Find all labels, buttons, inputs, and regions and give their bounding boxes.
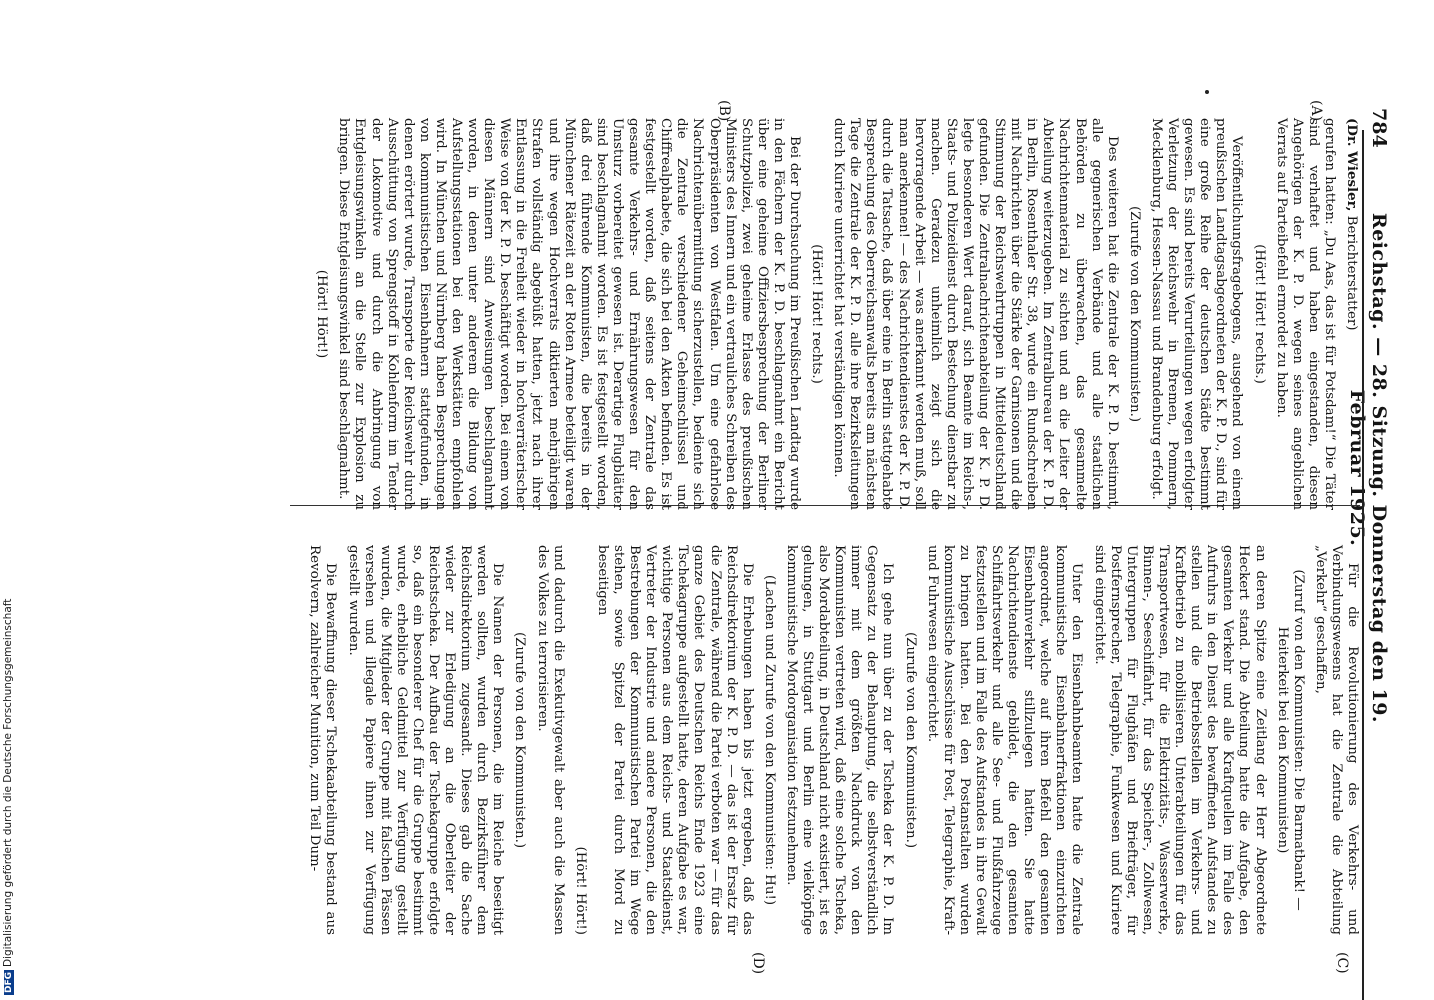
paragraph: und dadurch die Exekutivgewalt aber auch die Massen des Volkes zu terrorisieren. bbox=[534, 545, 566, 935]
interjection: (Zurufe von den Kommunisten.) bbox=[512, 631, 528, 849]
interjection: (Lachen und Zurufe von den Kommunisten: Hu!) bbox=[761, 574, 777, 906]
credit-text: Digitalisierung gefördert durch die Deutsche Forschungsgemeinschaft bbox=[2, 598, 14, 967]
interjection: (Hört! Hört! rechts.) bbox=[1251, 244, 1267, 384]
margin-letter-d: (D) bbox=[750, 952, 766, 975]
interjection: (Zuruf von den Kommunisten: Die Barmatbank! — Heiterkeit bei den Kommunisten) bbox=[1274, 569, 1306, 911]
paragraph: Die Bewaffnung dieser Tschekaabteilung bestand aus Revolvern, zahlreicher Munition, zum Teil Dum- bbox=[307, 545, 339, 935]
interjection: (Zurufe von den Kommunisten.) bbox=[1126, 205, 1142, 423]
margin-letter-a: (A) bbox=[1308, 100, 1324, 122]
paragraph: Die Namen der Personen, die im Reiche beseitigt werden sollten, wurden durch Bezirksführer dem Reichsdirektorium zugesandt. Dieses gab die Sache wieder zur Erledigung an die Oberleiter der Reichstscheka. Der Aufbau der Tschekagruppe erfolgte so, daß ein besonderer Chef für die Gruppe bestimmt wurde, erhebliche Geldmittel zur Verfügung gestellt wurden, die Mitglieder der Gruppe mit falschen Pässen versehen und illegale Papiere ihnen zur Verfügung gestellt wurden. bbox=[345, 545, 506, 935]
interjection: (Zurufe von den Kommunisten.) bbox=[902, 631, 918, 849]
dfg-logo: DFG bbox=[4, 971, 14, 993]
paragraph: Des weiteren hat die Zentrale der K. P. D. bestimmt, alle gegnerischen Verbände und alle staatlichen Behörden zu überwachen, das gesammelte Nachrichtenmaterial zu sichten und an die Leiter der Abteilung weiterzugeben. Im Zentralbureau der K. P. D. in Berlin, Rosenthaler Str. 38, wurde ein Rundschreiben mit Nachrichten über die Stärke der Garnisonen und die Stimmung der Reichswehrtruppen in Mitteldeutschland gefunden. Die Zentralnachrichtenabteilung der K. P. D. legte besonderen Wert darauf, sich Beamte im Reichs-, Staats- und Polizeidienst durch Bestechung dienstbar zu machen. Geradezu unheimlich zeigt sich die hervorragende Arbeit — was anerkannt werden muß, soll man anerkennen! — des Nachrichtendienstes der K. P. D. durch die Tatsache, daß über eine in Berlin stattgehabte Besprechung des Oberreichsanwalts bereits am nächsten Tage die Zentrale der K. P. D. alle ihre Bezirksleitungen durch Kuriere unterrichtet hat verständigen können. bbox=[831, 118, 1120, 510]
paragraph: Veröffentlichungsfragebogens, ausgehend von einem preußischen Landtagsabgeordneten der K. P. D., sind für eine große Reihe der deutschen Städte bestimmt gewesen. Es sind bereits Verurteilungen wegen erfolgter Verletzung der Reichswehr in Bremen, Pommern, Mecklenburg, Hessen-Nassau und Brandenburg erfolgt. bbox=[1148, 118, 1245, 510]
running-head: Reichstag. — 28. Sitzung. Donnerstag den 19. Februar 1925. bbox=[1346, 212, 1390, 724]
header-rule bbox=[1362, 130, 1364, 1000]
paragraph: an deren Spitze eine Zeitlang der Herr Abgeordnete Heckert stand. Die Abteilung hatte die Aufgabe, den gesamten Verkehr und alle Kraftquellen im Falle des Aufruhrs in den Dienst des bewaffneten Aufstandes zu stellen und die Betriebsstellen im Verkehrs- und Kraftbetrieb zu mobilisieren. Unterabteilungen für das Transportwesen, für die Elektrizitäts-, Wasserwerke, Binnen-, Seeschiffahrt, für das Speicher-, Zollwesen, Untergruppen für Flughäfen und Briefträger, für Postfernsprecher, Telegraphie, Funkwesen und Kuriere sind eingerichtet. bbox=[1091, 545, 1268, 935]
interjection: (Hört! Hört!) bbox=[572, 846, 588, 935]
speaker-line bbox=[1343, 118, 1360, 510]
paragraph: Bei der Durchsuchung im Preußischen Landtag wurde in den Fächern der K. P. D. beschlagnahmt ein Bericht über eine geheime Offiziersbesprechung der Berliner Schutzpolizei, zwei geheime Erlasse des preußischen Ministers des Innern und ein vertrauliches Schreiben des Oberpräsidenten von Westfalen. Um eine gefahrlose Nachrichtenübermittlung sicherzustellen, bediente sich die Zentrale verschiedener Geheimschlüssel und Chiffrealphabete, die sich bei den Akten befinden. Es ist festgestellt worden, daß seitens der Zentrale das gesamte Verkehrs- und Ernährungswesen für den Umsturz vorbereitet gewesen ist. Derartige Flugblätter sind beschlagnahmt worden. Es ist festgestellt worden, daß drei führende Kommunisten, die bereits in der Münchener Rätezeit an der Roten Armee beteiligt waren und ihre wegen Hochverrats diktierten mehrjährigen Strafen vollständig abgebüßt hatten, jetzt nach ihrer Entlassung in die Freiheit wieder in hochverräterischer Weise von der K. P. D. beschäftigt worden. Bei einem von diesen Männern sind Anweisungen beschlagnahmt worden, in denen unter anderem die Bildung von Aufstellungsstationen bei den Werkstätten empfohlen wird. In München und Nürnberg haben Besprechungen von kommunistischen Eisenbahnern stattgefunden, in denen erörtert wurde, Transporte der Reichswehr durch Ausschüttung von Sprengstoff in Kohlenform im Tender der Lokomotive und durch die Anbringung von Entgleisungswinkeln an die Stelle zur Explosion zu bringen. Diese Entgleisungswinkel sind beschlagnahmt. bbox=[336, 118, 802, 510]
page-number: 784 bbox=[1368, 108, 1390, 148]
margin-letter-b: (B) bbox=[716, 100, 732, 122]
paragraph: Die Erhebungen haben bis jetzt ergeben, daß das Reichsdirektorium der K. P. D. — das ist der Ersatz für die Zentrale, während die Partei verboten war — für das ganze Gebiet des Deutschen Reichs Ende 1923 eine Tschekagruppe aufgestellt hatte, deren Aufgabe es war, wichtige Personen aus dem Reichs- und Staatsdienst, Vertreter der Industrie und andere Personen, die den Bestrebungen der Kommunistischen Partei im Wege stehen, sowie Spitzel der Partei durch Mord zu beseitigen bbox=[594, 545, 755, 935]
paragraph: Unter den Eisenbahnbeamten hatte die Zentrale kommunistische Eisenbahnerfraktionen einzurichten angeordnet, welche auf ihren Befehl den gesamten Eisenbahnverkehr stillzulegen hatten. Sie hatte Nachrichtendienste gebildet, die den gesamten Schiffahrtsverkehr und alle See- und Flußfahrzeuge festzustellen und im Falle des Aufstandes in ihre Gewalt zu bringen hatten. Bei den Postanstalten wurden kommunistische Ausschüsse für Post, Telegraphie, Kraft- und Fuhrwesen eingerichtet. bbox=[924, 545, 1085, 935]
digitization-credit bbox=[2, 435, 16, 995]
right-column bbox=[300, 545, 1360, 935]
interjection: (Hört! Hört! rechts.) bbox=[809, 244, 825, 384]
interjection: (Hört! Hört!) bbox=[314, 269, 330, 359]
speaker-name: (Dr. Wiesler, bbox=[1344, 118, 1360, 212]
left-column bbox=[307, 118, 1360, 510]
paragraph: Für die Revolutionierung des Verkehrs- und Verbindungswesens hat die Zentrale die Abteilung „Verkehr“ geschaffen, bbox=[1312, 545, 1360, 935]
margin-letter-c: (C) bbox=[1334, 952, 1350, 974]
margin-dot bbox=[1205, 90, 1209, 94]
speaker-role: Berichterstatter) bbox=[1344, 215, 1359, 331]
paragraph: Ich gehe nun über zu der Tscheka der K. P. D. Im Gegensatz zu der Behauptung, die selbstverständlich immer mit dem größten Nachdruck von den Kommunisten vertreten wird, daß eine solche Tscheka, also Mordabteilung, in Deutschland nicht existiert, ist es gelungen, in Stuttgart und Berlin eine vielköpfige kommunistische Mordorganisation festzunehmen. bbox=[783, 545, 896, 935]
paragraph: gerufen hatten: „Du Aas, das ist für Potsdam!“ Die Täter sind verhaftet und haben eingestanden, diesen Angehörigen der K. P. D. wegen seines angeblichen Verrats auf Parteibefehl ermordet zu haben. bbox=[1273, 118, 1337, 510]
